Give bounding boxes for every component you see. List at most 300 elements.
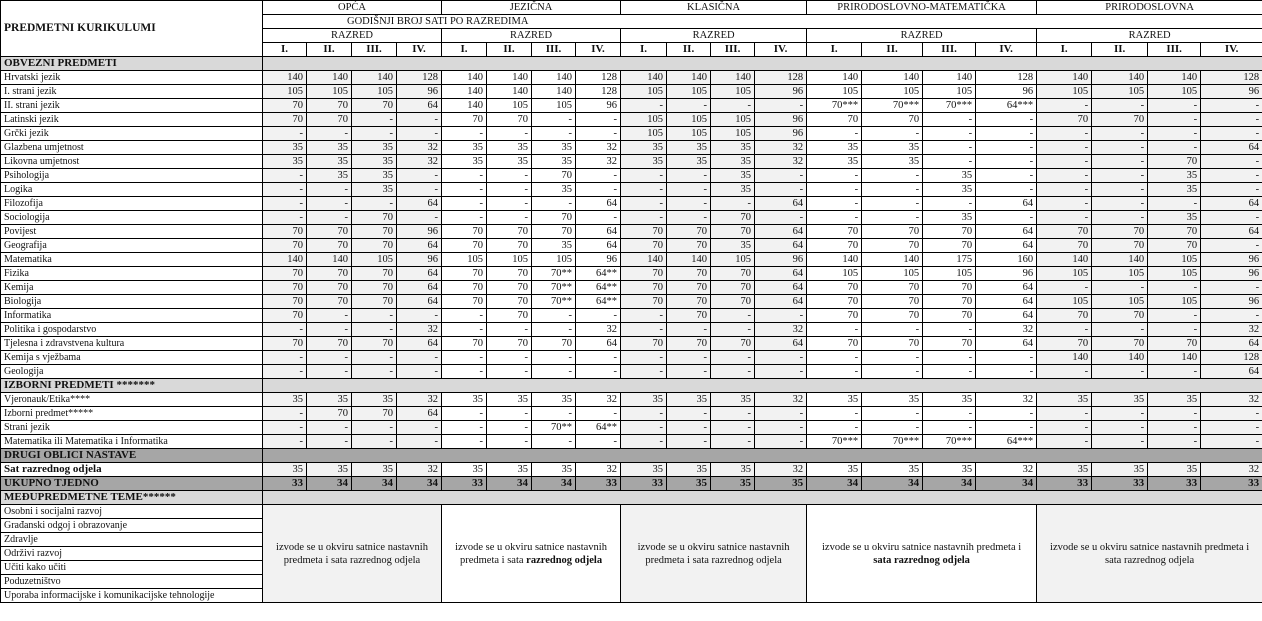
- hours-value: -: [923, 421, 976, 435]
- hours-value: 70: [923, 281, 976, 295]
- hours-value: 105: [621, 113, 667, 127]
- hours-value: -: [923, 351, 976, 365]
- hours-value: 70: [352, 295, 397, 309]
- hours-value: -: [621, 421, 667, 435]
- section-title: OBVEZNI PREDMETI: [1, 57, 263, 71]
- subject-row: [1, 225, 1262, 239]
- hours-value: 105: [352, 253, 397, 267]
- hours-value: 70: [667, 295, 711, 309]
- subject-name: Politika i gospodarstvo: [1, 323, 263, 337]
- hours-value: 32: [1201, 463, 1262, 477]
- hours-value: 70: [862, 295, 923, 309]
- hours-value: -: [621, 211, 667, 225]
- hours-value: -: [923, 113, 976, 127]
- hours-value: 140: [621, 71, 667, 85]
- hours-value: 128: [976, 71, 1037, 85]
- hours-value: 140: [862, 71, 923, 85]
- grade-header: IV.: [397, 43, 442, 57]
- hours-value: -: [755, 435, 807, 449]
- hours-value: -: [807, 127, 862, 141]
- hours-value: -: [1037, 211, 1092, 225]
- hours-value: -: [976, 407, 1037, 421]
- hours-value: 70: [621, 267, 667, 281]
- subject-row: [1, 337, 1262, 351]
- hours-value: 70: [532, 211, 576, 225]
- hours-value: 70: [711, 225, 755, 239]
- hours-value: 70: [923, 239, 976, 253]
- hours-value: 140: [1148, 351, 1201, 365]
- hours-value: 70: [263, 337, 307, 351]
- hours-value: 105: [1037, 267, 1092, 281]
- hours-value: -: [1037, 407, 1092, 421]
- hours-value: 105: [711, 113, 755, 127]
- hours-value: 105: [862, 85, 923, 99]
- hours-value: -: [1201, 435, 1262, 449]
- hours-value: -: [1092, 407, 1148, 421]
- hours-value: 35: [263, 141, 307, 155]
- hours-value: -: [576, 435, 621, 449]
- hours-value: 35: [442, 463, 487, 477]
- hours-value: 64: [1201, 141, 1262, 155]
- hours-value: 105: [442, 253, 487, 267]
- hours-value: 64: [397, 407, 442, 421]
- hours-value: 70: [667, 267, 711, 281]
- hours-value: 35: [263, 463, 307, 477]
- total-value: 33: [1037, 477, 1092, 491]
- hours-value: 140: [862, 253, 923, 267]
- hours-value: 70: [923, 295, 976, 309]
- total-value: 35: [711, 477, 755, 491]
- hours-value: -: [1201, 113, 1262, 127]
- hours-value: -: [1037, 323, 1092, 337]
- hours-value: -: [352, 127, 397, 141]
- total-value: 34: [862, 477, 923, 491]
- hours-value: 96: [755, 253, 807, 267]
- grade-header: IV.: [1201, 43, 1262, 57]
- hours-value: -: [1148, 127, 1201, 141]
- hours-value: -: [667, 421, 711, 435]
- hours-value: 64: [755, 337, 807, 351]
- hours-value: 35: [352, 141, 397, 155]
- hours-value: 70: [1148, 337, 1201, 351]
- hours-value: 35: [1148, 169, 1201, 183]
- hours-value: 35: [711, 183, 755, 197]
- hours-value: -: [621, 365, 667, 379]
- hours-value: 70: [711, 267, 755, 281]
- hours-value: 105: [263, 85, 307, 99]
- total-label: UKUPNO TJEDNO: [1, 477, 263, 491]
- hours-value: 70: [352, 211, 397, 225]
- hours-value: 140: [532, 85, 576, 99]
- hours-value: -: [1201, 211, 1262, 225]
- hours-value: -: [576, 127, 621, 141]
- hours-value: 35: [862, 155, 923, 169]
- hours-value: 32: [1201, 393, 1262, 407]
- hours-value: 70: [667, 281, 711, 295]
- grade-header: I.: [263, 43, 307, 57]
- hours-value: 64**: [576, 421, 621, 435]
- subject-row: [1, 99, 1262, 113]
- hours-value: 96: [1201, 253, 1262, 267]
- hours-value: 64**: [576, 267, 621, 281]
- subject-name: I. strani jezik: [1, 85, 263, 99]
- subject-name: II. strani jezik: [1, 99, 263, 113]
- hours-value: -: [532, 127, 576, 141]
- hours-value: -: [263, 421, 307, 435]
- hours-value: -: [442, 421, 487, 435]
- total-value: 35: [755, 477, 807, 491]
- hours-value: -: [755, 351, 807, 365]
- subject-name: Informatika: [1, 309, 263, 323]
- hours-value: 35: [442, 141, 487, 155]
- hours-value: 70: [263, 267, 307, 281]
- hours-value: 140: [532, 71, 576, 85]
- hours-value: -: [862, 127, 923, 141]
- hours-value: 70: [667, 309, 711, 323]
- topic-note: [1037, 505, 1262, 603]
- hours-value: -: [976, 351, 1037, 365]
- hours-value: 96: [976, 267, 1037, 281]
- subject-row: [1, 141, 1262, 155]
- hours-value: 35: [711, 141, 755, 155]
- grade-header: I.: [807, 43, 862, 57]
- hours-value: 32: [755, 323, 807, 337]
- hours-value: -: [532, 309, 576, 323]
- hours-value: -: [621, 351, 667, 365]
- hours-value: -: [442, 407, 487, 421]
- section-title: DRUGI OBLICI NASTAVE: [1, 449, 263, 463]
- hours-value: 35: [621, 393, 667, 407]
- hours-value: 70: [307, 239, 352, 253]
- hours-value: 35: [1037, 463, 1092, 477]
- hours-value: 35: [352, 463, 397, 477]
- note-text: izvode se u okviru satnice nastavnih predmeta i: [822, 541, 1022, 553]
- hours-value: 96: [576, 253, 621, 267]
- hours-value: 70: [442, 267, 487, 281]
- hours-value: 35: [862, 463, 923, 477]
- hours-value: 140: [711, 71, 755, 85]
- hours-value: -: [621, 169, 667, 183]
- hours-value: 140: [621, 253, 667, 267]
- hours-value: -: [307, 421, 352, 435]
- hours-value: 70: [621, 239, 667, 253]
- subject-name: Fizika: [1, 267, 263, 281]
- hours-value: 64: [976, 295, 1037, 309]
- hours-value: 35: [923, 211, 976, 225]
- hours-value: -: [1148, 323, 1201, 337]
- hours-value: -: [1037, 365, 1092, 379]
- annual-hours-title: GODIŠNJI BROJ SATI PO RAZREDIMA: [263, 15, 1262, 29]
- hours-value: 64: [1201, 197, 1262, 211]
- hours-value: -: [1148, 113, 1201, 127]
- subject-row: [1, 435, 1262, 449]
- subject-row: [1, 183, 1262, 197]
- hours-value: -: [862, 323, 923, 337]
- hours-value: 64: [576, 337, 621, 351]
- hours-value: -: [352, 365, 397, 379]
- hours-value: -: [263, 211, 307, 225]
- hours-value: -: [1092, 281, 1148, 295]
- section-drugi: [1, 449, 1262, 463]
- hours-value: 64: [976, 225, 1037, 239]
- hours-value: -: [976, 155, 1037, 169]
- hours-value: 70: [1037, 113, 1092, 127]
- hours-value: -: [576, 351, 621, 365]
- hours-value: 140: [1037, 71, 1092, 85]
- hours-value: -: [397, 127, 442, 141]
- hours-value: 70: [487, 113, 532, 127]
- hours-value: 140: [923, 71, 976, 85]
- hours-value: -: [667, 323, 711, 337]
- hours-value: -: [711, 435, 755, 449]
- hours-value: 70: [1092, 239, 1148, 253]
- hours-value: 70: [352, 99, 397, 113]
- subject-name: Latinski jezik: [1, 113, 263, 127]
- hours-value: -: [807, 421, 862, 435]
- hours-value: 35: [307, 141, 352, 155]
- hours-value: 35: [807, 141, 862, 155]
- total-value: 33: [263, 477, 307, 491]
- note-text: izvode se u okviru satnice nastavnih predmeta i sata: [455, 541, 607, 566]
- hours-value: -: [1037, 183, 1092, 197]
- grade-header: III.: [352, 43, 397, 57]
- total-value: 34: [532, 477, 576, 491]
- hours-value: 70**: [532, 421, 576, 435]
- hours-value: 32: [976, 393, 1037, 407]
- subject-name: Vjeronauk/Etika****: [1, 393, 263, 407]
- hours-value: 35: [487, 141, 532, 155]
- grade-header: IV.: [576, 43, 621, 57]
- hours-value: -: [442, 169, 487, 183]
- topic-note: [807, 505, 1037, 603]
- hours-value: -: [862, 169, 923, 183]
- hours-value: 35: [862, 393, 923, 407]
- subject-name: Geologija: [1, 365, 263, 379]
- hours-value: -: [307, 127, 352, 141]
- hours-value: -: [667, 183, 711, 197]
- hours-value: 64: [755, 225, 807, 239]
- hours-value: 140: [1037, 351, 1092, 365]
- hours-value: 70: [667, 337, 711, 351]
- hours-value: 35: [923, 393, 976, 407]
- hours-value: 105: [621, 85, 667, 99]
- hours-value: 70: [263, 99, 307, 113]
- hours-value: -: [352, 435, 397, 449]
- hours-value: 70: [862, 239, 923, 253]
- hours-value: 70: [307, 337, 352, 351]
- hours-value: -: [352, 421, 397, 435]
- subject-name: Grčki jezik: [1, 127, 263, 141]
- hours-value: 32: [755, 141, 807, 155]
- subject-name: Logika: [1, 183, 263, 197]
- hours-value: 105: [487, 253, 532, 267]
- hours-value: 105: [711, 127, 755, 141]
- hours-value: -: [755, 169, 807, 183]
- hours-value: -: [1201, 407, 1262, 421]
- hours-value: 35: [352, 183, 397, 197]
- hours-value: 64: [976, 337, 1037, 351]
- hours-value: 70: [621, 281, 667, 295]
- hours-value: 128: [397, 71, 442, 85]
- hours-value: 35: [487, 155, 532, 169]
- hours-value: 105: [487, 99, 532, 113]
- hours-value: 160: [976, 253, 1037, 267]
- hours-value: 70: [621, 337, 667, 351]
- hours-value: 70: [711, 281, 755, 295]
- hours-value: -: [397, 169, 442, 183]
- subject-name: Biologija: [1, 295, 263, 309]
- hours-value: 32: [755, 155, 807, 169]
- hours-value: 64: [755, 239, 807, 253]
- hours-value: -: [487, 197, 532, 211]
- hours-value: -: [923, 365, 976, 379]
- total-value: 33: [576, 477, 621, 491]
- hours-value: 70***: [862, 435, 923, 449]
- grade-header: II.: [1092, 43, 1148, 57]
- hours-value: 70: [442, 113, 487, 127]
- hours-value: -: [923, 197, 976, 211]
- topic-row: [1, 505, 1262, 519]
- hours-value: -: [263, 323, 307, 337]
- hours-value: -: [755, 407, 807, 421]
- hours-value: 140: [1092, 351, 1148, 365]
- hours-value: 70: [807, 239, 862, 253]
- hours-value: 35: [711, 239, 755, 253]
- hours-value: -: [1148, 99, 1201, 113]
- hours-value: 64: [397, 281, 442, 295]
- hours-value: 70: [1092, 225, 1148, 239]
- note-text: izvode se u okviru satnice nastavnih predmeta i sata razrednog odjela: [637, 541, 790, 566]
- hours-value: 70: [352, 337, 397, 351]
- hours-value: 64: [576, 197, 621, 211]
- hours-value: 35: [807, 393, 862, 407]
- hours-value: -: [487, 435, 532, 449]
- hours-value: -: [1092, 323, 1148, 337]
- hours-value: -: [1148, 407, 1201, 421]
- hours-value: -: [263, 351, 307, 365]
- hours-value: 70: [1037, 225, 1092, 239]
- hours-value: 140: [807, 253, 862, 267]
- hours-value: -: [807, 407, 862, 421]
- hours-value: 96: [755, 127, 807, 141]
- hours-value: 70: [711, 211, 755, 225]
- hours-value: -: [532, 407, 576, 421]
- hours-value: -: [307, 211, 352, 225]
- hours-value: -: [1092, 183, 1148, 197]
- grade-header: II.: [667, 43, 711, 57]
- hours-value: 128: [1201, 71, 1262, 85]
- subject-row: [1, 309, 1262, 323]
- hours-value: -: [711, 309, 755, 323]
- hours-value: 105: [532, 253, 576, 267]
- hours-value: -: [1148, 421, 1201, 435]
- hours-value: -: [923, 155, 976, 169]
- hours-value: 128: [576, 71, 621, 85]
- subject-row: [1, 85, 1262, 99]
- hours-value: 70: [923, 309, 976, 323]
- hours-value: 140: [307, 253, 352, 267]
- hours-value: -: [862, 183, 923, 197]
- hours-value: 70: [263, 113, 307, 127]
- hours-value: 96: [976, 85, 1037, 99]
- hours-value: -: [487, 421, 532, 435]
- hours-value: 128: [755, 71, 807, 85]
- hours-value: 70: [862, 113, 923, 127]
- hours-value: 35: [1148, 183, 1201, 197]
- hours-value: -: [755, 99, 807, 113]
- hours-value: 64**: [576, 295, 621, 309]
- subject-row: [1, 71, 1262, 85]
- hours-value: 96: [1201, 267, 1262, 281]
- hours-value: -: [487, 407, 532, 421]
- hours-value: 70: [1092, 337, 1148, 351]
- note-bold-text: sata razrednog odjela: [873, 554, 970, 566]
- hours-value: -: [442, 323, 487, 337]
- ukupno-row: [1, 477, 1262, 491]
- grade-header: I.: [442, 43, 487, 57]
- hours-value: -: [923, 127, 976, 141]
- subject-row: [1, 365, 1262, 379]
- note-bold-text: razrednog odjela: [526, 554, 603, 566]
- hours-value: 105: [1092, 85, 1148, 99]
- hours-value: 35: [1148, 463, 1201, 477]
- subject-row: [1, 267, 1262, 281]
- hours-value: 70***: [923, 99, 976, 113]
- hours-value: -: [1037, 169, 1092, 183]
- total-value: 33: [442, 477, 487, 491]
- subject-row: [1, 323, 1262, 337]
- hours-value: 70: [487, 337, 532, 351]
- hours-value: 70: [862, 281, 923, 295]
- hours-value: -: [263, 197, 307, 211]
- hours-value: 70: [487, 239, 532, 253]
- grade-header: III.: [532, 43, 576, 57]
- hours-value: 35: [923, 463, 976, 477]
- hours-value: 35: [711, 393, 755, 407]
- hours-value: -: [1201, 281, 1262, 295]
- header-programs: [1, 1, 1262, 15]
- hours-value: 35: [532, 463, 576, 477]
- hours-value: 64***: [976, 99, 1037, 113]
- hours-value: 35: [923, 183, 976, 197]
- hours-value: 70: [532, 337, 576, 351]
- hours-value: 35: [1148, 393, 1201, 407]
- hours-value: -: [923, 407, 976, 421]
- hours-value: -: [923, 323, 976, 337]
- hours-value: -: [976, 365, 1037, 379]
- hours-value: 64: [755, 295, 807, 309]
- hours-value: 35: [352, 169, 397, 183]
- subject-name: Izborni predmet*****: [1, 407, 263, 421]
- program-header: OPĆA: [263, 1, 442, 15]
- hours-value: 35: [532, 155, 576, 169]
- hours-value: -: [1092, 169, 1148, 183]
- hours-value: -: [397, 351, 442, 365]
- hours-value: -: [397, 309, 442, 323]
- subject-row: [1, 197, 1262, 211]
- razred-label: RAZRED: [807, 29, 1037, 43]
- hours-value: 140: [442, 99, 487, 113]
- hours-value: 64: [976, 239, 1037, 253]
- hours-value: -: [976, 169, 1037, 183]
- hours-value: 64**: [576, 281, 621, 295]
- hours-value: -: [263, 169, 307, 183]
- hours-value: -: [862, 351, 923, 365]
- hours-value: 64: [755, 267, 807, 281]
- hours-value: 70: [621, 295, 667, 309]
- hours-value: 70: [1092, 309, 1148, 323]
- hours-value: 140: [442, 71, 487, 85]
